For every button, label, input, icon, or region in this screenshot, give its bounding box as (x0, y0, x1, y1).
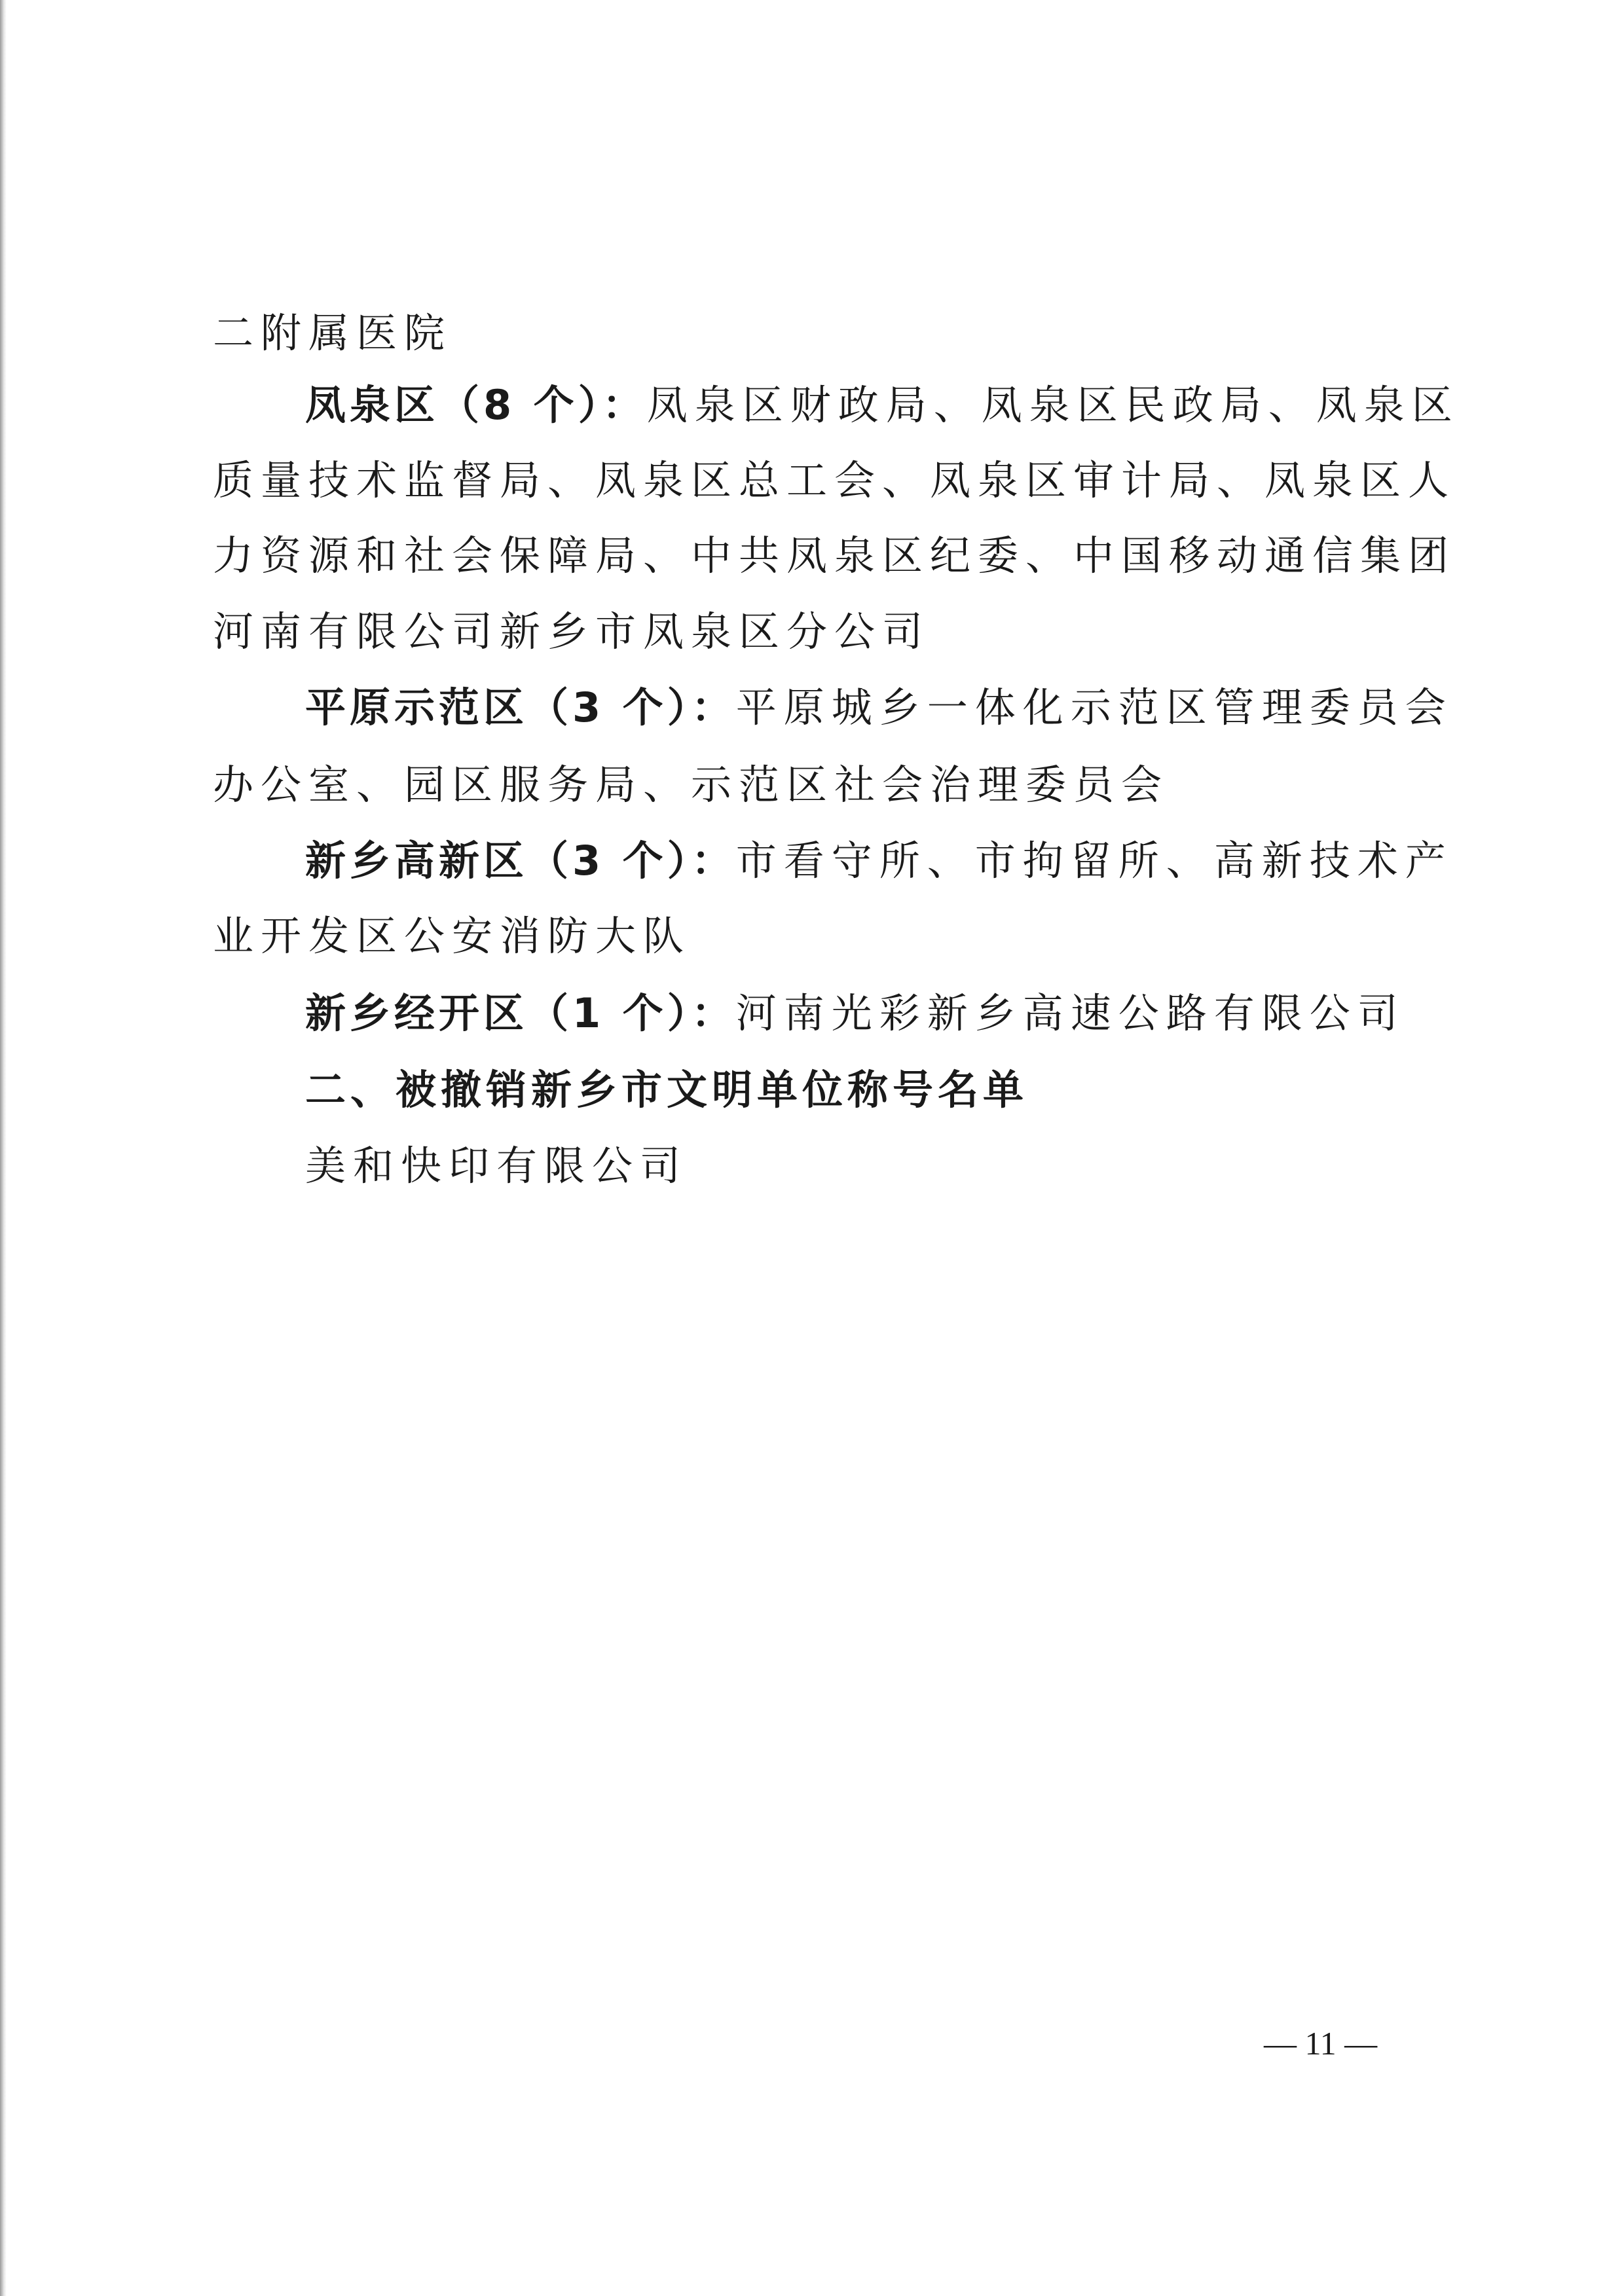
text-line-7: 办公室、园区服务局、示范区社会治理委员会 (213, 761, 1170, 809)
district-jingkai-units: 河南光彩新乡高速公路有限公司 (735, 989, 1405, 1037)
district-jingkai: 新乡经开区（1 个）： (305, 989, 736, 1037)
section-heading-revoked: 二、被撤销新乡市文明单位称号名单 (305, 1066, 1029, 1114)
text-line-1: 二附属医院 (213, 309, 452, 357)
text-line-9: 业开发区公安消防大队 (213, 912, 692, 960)
district-fengquan-units: 凤泉区财政局、凤泉区民政局、凤泉区 (646, 381, 1460, 429)
district-gaoxin-units: 市看守所、市拘留所、高新技术产 (735, 837, 1453, 884)
district-gaoxin: 新乡高新区（3 个）： (305, 837, 736, 884)
district-pingyuan: 平原示范区（3 个）： (305, 683, 736, 731)
text-line-10 (305, 989, 1624, 1037)
district-pingyuan-units: 平原城乡一体化示范区管理委员会 (735, 683, 1453, 731)
page-number: — 11 — (1264, 2025, 1378, 2062)
district-fengquan: 凤泉区（8 个）： (305, 381, 647, 429)
text-line-2 (305, 381, 1624, 429)
text-line-12: 美和快印有限公司 (305, 1142, 688, 1190)
text-line-5: 河南有限公司新乡市凤泉区分公司 (213, 608, 931, 655)
text-line-4: 力资源和社会保障局、中共凤泉区纪委、中国移动通信集团 (213, 532, 1456, 579)
text-line-8 (305, 837, 1624, 884)
text-line-6 (305, 683, 1624, 731)
text-line-3: 质量技术监督局、凤泉区总工会、凤泉区审计局、凤泉区人 (213, 456, 1456, 504)
